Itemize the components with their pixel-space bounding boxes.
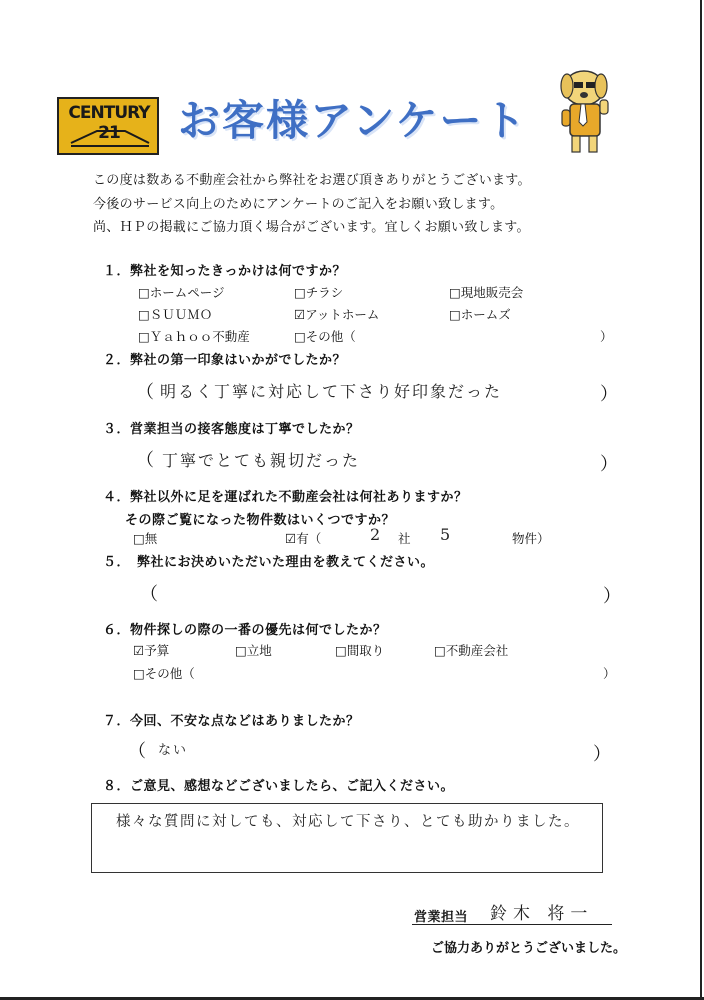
intro-line: 尚、ＨＰの掲載にご協力頂く場合がございます。宜しくお願い致します。 — [93, 220, 530, 235]
q1-option-yahoo[interactable]: □Ｙａｈｏｏ不動産 — [138, 329, 250, 344]
question-2: ２．弊社の第一印象はいかがでしたか？ — [103, 353, 347, 368]
question-8: ８．ご意見、感想などございましたら、ご記入ください。 — [103, 779, 455, 794]
opinion-box[interactable] — [91, 803, 603, 873]
staff-underline — [412, 924, 612, 925]
q4-companies-value[interactable]: 2 — [370, 525, 383, 544]
intro-line: この度は数ある不動産会社から弊社をお選び頂きありがとうございます。 — [93, 173, 531, 188]
q1-option-open-house[interactable]: □現地販売会 — [449, 285, 524, 300]
q3-answer[interactable]: 丁寧でとても親切だった — [162, 451, 361, 470]
page-border-right — [700, 0, 702, 1000]
q7-close-paren: ） — [593, 744, 611, 765]
q2-answer[interactable]: 明るく丁寧に対応して下さり好印象だった — [160, 382, 503, 401]
q1-option-flyer[interactable]: □チラシ — [294, 285, 344, 300]
q4-properties-value[interactable]: 5 — [440, 525, 453, 544]
q6-option-budget[interactable]: ☑予算 — [133, 643, 170, 658]
q4-option-yes[interactable]: ☑有（ — [285, 531, 322, 546]
q6-close-paren: ） — [603, 666, 616, 681]
q1-option-athome[interactable]: ☑アットホーム — [294, 307, 380, 322]
q4-companies-label: 社 — [398, 531, 411, 546]
staff-label: 営業担当 — [414, 910, 469, 925]
closing-message: ご協力ありがとうございました。 — [431, 941, 627, 956]
q7-open-paren: （ — [128, 741, 146, 762]
question-1: １．弊社を知ったきっかけは何ですか？ — [103, 264, 347, 279]
q1-close-paren: ） — [600, 329, 613, 344]
q1-option-homes[interactable]: □ホームズ — [449, 307, 511, 322]
q2-open-paren: （ — [136, 382, 154, 403]
intro-line: 今後のサービス向上のためにアンケートのご記入をお願い致します。 — [93, 197, 504, 212]
q1-option-suumo[interactable]: □ＳＵＵＭＯ — [138, 307, 213, 322]
q2-close-paren: ） — [600, 384, 618, 405]
q4-option-none[interactable]: □無 — [133, 531, 158, 546]
staff-name[interactable]: 鈴木 将一 — [490, 904, 594, 924]
q6-option-other[interactable]: □その他（ — [133, 666, 195, 681]
q6-option-floorplan[interactable]: □間取り — [335, 643, 385, 658]
q6-option-agency[interactable]: □不動産会社 — [434, 643, 509, 658]
question-4: ４．弊社以外に足を運ばれた不動産会社は何社ありますか？ — [103, 490, 468, 505]
q5-open-paren: （ — [140, 584, 158, 605]
q5-close-paren: ） — [603, 586, 621, 607]
q3-open-paren: （ — [136, 450, 154, 471]
q1-option-other[interactable]: □その他（ — [294, 329, 356, 344]
q8-answer: 様々な質問に対しても、対応して下さり、とても助かりました。 — [116, 814, 580, 830]
century21-logo — [57, 97, 159, 155]
question-6: ６．物件探しの際の一番の優先は何でしたか？ — [103, 623, 387, 638]
question-4-sub: その際ご覧になった物件数はいくつですか？ — [125, 513, 396, 528]
q3-close-paren: ） — [600, 454, 618, 475]
q1-option-homepage[interactable]: □ホームページ — [138, 285, 225, 300]
q6-option-location[interactable]: □立地 — [235, 643, 272, 658]
q4-properties-label: 物件） — [512, 531, 550, 546]
question-5: ５． 弊社にお決めいただいた理由を教えてください。 — [103, 555, 435, 570]
question-3: ３．営業担当の接客態度は丁寧でしたか？ — [103, 422, 360, 437]
logo-roof-graphic — [67, 125, 153, 149]
page-title: お客様アンケート — [178, 96, 528, 145]
question-7: ７．今回、不安な点などはありましたか？ — [103, 714, 360, 729]
dog-mascot-icon — [550, 66, 620, 156]
q7-answer[interactable]: ない — [158, 743, 189, 758]
logo-text: CENTURY 21 — [68, 103, 150, 143]
